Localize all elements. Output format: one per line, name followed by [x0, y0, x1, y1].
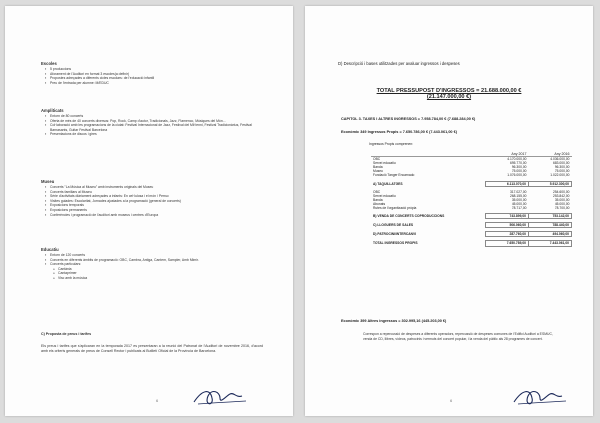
value-2017: 1.076.000,00 — [507, 173, 527, 178]
value-2016: 788.440,00 — [529, 223, 572, 228]
row-label: A) TAQUILLATGES — [373, 181, 403, 186]
list-item: ▪ Conferències i programació de l'auditori amb museus i centres d'Europa — [45, 213, 267, 218]
ampliticats-list — [45, 114, 267, 137]
educatiu-list — [45, 253, 267, 281]
escoles-title: Escoles — [41, 61, 57, 66]
value-2016: 753.142,00 — [529, 214, 572, 219]
value-2017: 75.000,00 — [511, 169, 527, 174]
total-main: TOTAL PRESSUPOST D'INGRESSOS = 21.688.000,00 € — [376, 88, 522, 94]
list-item: ▪ Oferta de més de 40 concerts diversos: Pop, Rock, Camp d'autor, Tradicionals, Jazz, Flamenco, Músiques del Món... — [45, 119, 267, 124]
row-label: Fundació Tanger Encarnado — [373, 173, 415, 178]
value-2016: 96.300,00 — [554, 165, 570, 170]
list-item: ▪ Sèrie d'activitats diàriament adreçades a infants: En cel·lulosa i el món / Perruc — [45, 194, 267, 199]
list-item: ▪ Preu de l'entrada per alumne: M/EDUC — [45, 81, 265, 86]
page-number: 6 — [156, 398, 159, 403]
left-paragraph: Els preus i tarifes que s'aplicaran en la temporada 2017 es presentaran a la reunió del Patronat de l'Auditori de novembre 2016, d'acord amb els criteris generals de preus de Consell Rector i publicats al Butlletí Oficial de la Província de Barcelona. — [41, 344, 263, 353]
total-sub: (21.147.000,00 €) — [426, 94, 472, 101]
right-page — [305, 6, 593, 416]
row-label: B) VENDA DE CONCERTS COPRODUCCIONS — [373, 214, 445, 219]
value-2017: 45.000,00 — [511, 201, 527, 206]
signature-icon — [510, 384, 570, 410]
ingressos-label: Ingressos Propis comprenen: — [369, 142, 414, 146]
value-2017: 35.000,00 — [511, 197, 527, 202]
row-label: C) LLOGUERS DE SALES — [373, 223, 414, 228]
list-item: ▪ 5 produccions — [45, 67, 265, 72]
value-2016: 253.842,00 — [552, 193, 570, 198]
list-item: ▪ Presentacions de discos i gires — [45, 132, 267, 137]
value-2016: Any 2016 — [529, 152, 572, 157]
list-item: ▪ Propostes adreçades a diferents cicles escolars: de l'educació infantil — [45, 76, 265, 81]
list-item: ▪ Concerts "La Música al Museu" amb instruments originals del Museu — [45, 185, 267, 190]
value-2016: 78.700,00 — [554, 206, 570, 211]
list-item: o Cantaprimer — [53, 271, 267, 276]
row-label: Banda — [373, 165, 383, 170]
row-label: Abonats — [373, 201, 386, 206]
value-2016: 7.443.061,00 — [529, 241, 572, 246]
value-2017: 78.717,00 — [511, 206, 527, 211]
value-2017: 4.170.000,00 — [507, 157, 527, 162]
value-2017: 6.113.070,00 — [486, 181, 529, 186]
list-item: o Visc amb la música — [53, 276, 267, 281]
page-number: 6 — [450, 398, 453, 403]
educatiu-title: Educatiu — [41, 247, 59, 252]
value-2017: 317.027,00 — [509, 189, 527, 194]
value-2016: 45.000,00 — [554, 201, 570, 206]
value-2017: 695.770,00 — [509, 161, 527, 166]
total-title — [349, 88, 549, 101]
economic-399-line: Econòmic 399 Altres ingressos = 302.995,16 (445.203,00 €) — [341, 319, 447, 323]
value-2016: 494.060,00 — [529, 232, 572, 237]
value-2017: 506.060,00 — [486, 223, 529, 228]
escoles-list — [45, 67, 265, 85]
educatiu-sublist — [45, 267, 267, 281]
value-2017: Any 2017 — [486, 152, 529, 157]
value-2017: 96.300,00 — [511, 165, 527, 170]
value-2016: 5.912.300,00 — [529, 181, 572, 186]
signature-icon — [190, 384, 250, 410]
left-page — [5, 6, 293, 416]
section-c-heading: C) Proposta de preus i tarifes — [41, 332, 92, 336]
row-label: Servei educatiu — [373, 193, 396, 198]
list-item: ▪ Visites guiades: Escolaritat, Jornades ajustades a la programació (general de concerts) — [45, 199, 267, 204]
row-label: OBC — [373, 157, 381, 162]
list-item: ▪ Exposicions temporals — [45, 203, 267, 208]
value-2016: 75.000,00 — [554, 169, 570, 174]
row-label: Museu — [373, 169, 383, 174]
value-2016: 683.000,00 — [552, 161, 570, 166]
row-label: Rutes de l'organització pròpia — [373, 206, 417, 211]
list-item: o Cantània — [53, 267, 267, 272]
value-2017: 268.155,00 — [509, 193, 527, 198]
row-label: OBC — [373, 189, 381, 194]
value-2016: 1.022.000,00 — [550, 173, 570, 178]
ingressos-table — [371, 152, 572, 247]
museu-title: Museu — [41, 179, 55, 184]
value-2017: 287.760,00 — [486, 232, 529, 237]
capitol-line: CAPITOL 3. TAXES I ALTRES INGRESSOS = 7.958.784,00 € (7.688.284,00 €) — [341, 117, 476, 121]
section-d-heading: D) Descripció i bases utilitzades per avaluar ingressos i despeses — [338, 61, 460, 66]
row-label: TOTAL INGRESSOS PROPIS — [373, 241, 418, 246]
list-item: ▪ Aforament de l'Auditori en format 3 escoles(a definir) — [45, 72, 265, 77]
row-label: D) PATROCINI/INTERCANVI — [373, 232, 417, 237]
list-item: ▪ Concerts particulars: — [45, 262, 267, 267]
museu-list — [45, 185, 267, 217]
value-2016: 35.000,00 — [554, 197, 570, 202]
value-2017: 7.650.789,00 — [486, 241, 529, 246]
value-2016: 4.036.000,00 — [550, 157, 570, 162]
list-item: ▪ Col·laboració amb les programacions de la ciutat: Festival Internacional de Jazz, Festival del Mil·lenni, Festival Tradicionàrius, Festival Barnasants, Guitar Festival Barcelona — [45, 123, 267, 132]
list-item: ▪ Exposicions permanents — [45, 208, 267, 213]
table-row — [371, 241, 572, 246]
row-label: Banda — [373, 197, 383, 202]
list-item: ▪ Entorn de 80 concerts — [45, 114, 267, 119]
row-label: Servei educatiu — [373, 161, 396, 166]
economic-line: Econòmic 349 Ingressos Propis = 7.650.786,00 € (7.443.061,00 €) — [341, 130, 457, 134]
right-paragraph: Correspon a repercussió de despeses a diferents operadors, repercussió de despeses comunes de l'Edifici Auditori a ESMUC, venda de CD, llibres, vídeos, patrocinis i vermuts del concert popular, i la venda del públic als 28 programes de concert. — [363, 332, 553, 341]
list-item: ▪ Concerts en diferents àmbits de programació: OBC, Cambra, Antiga, Cantem, Sampler, Amb Mimir. — [45, 258, 267, 263]
list-item: ▪ Entorn de 120 concerts — [45, 253, 267, 258]
list-item: ▪ Concerts familiars al Museu — [45, 190, 267, 195]
value-2017: 743.899,00 — [486, 214, 529, 219]
value-2016: 254.600,00 — [552, 189, 570, 194]
ampliticats-title: Ampliticats — [41, 108, 64, 113]
